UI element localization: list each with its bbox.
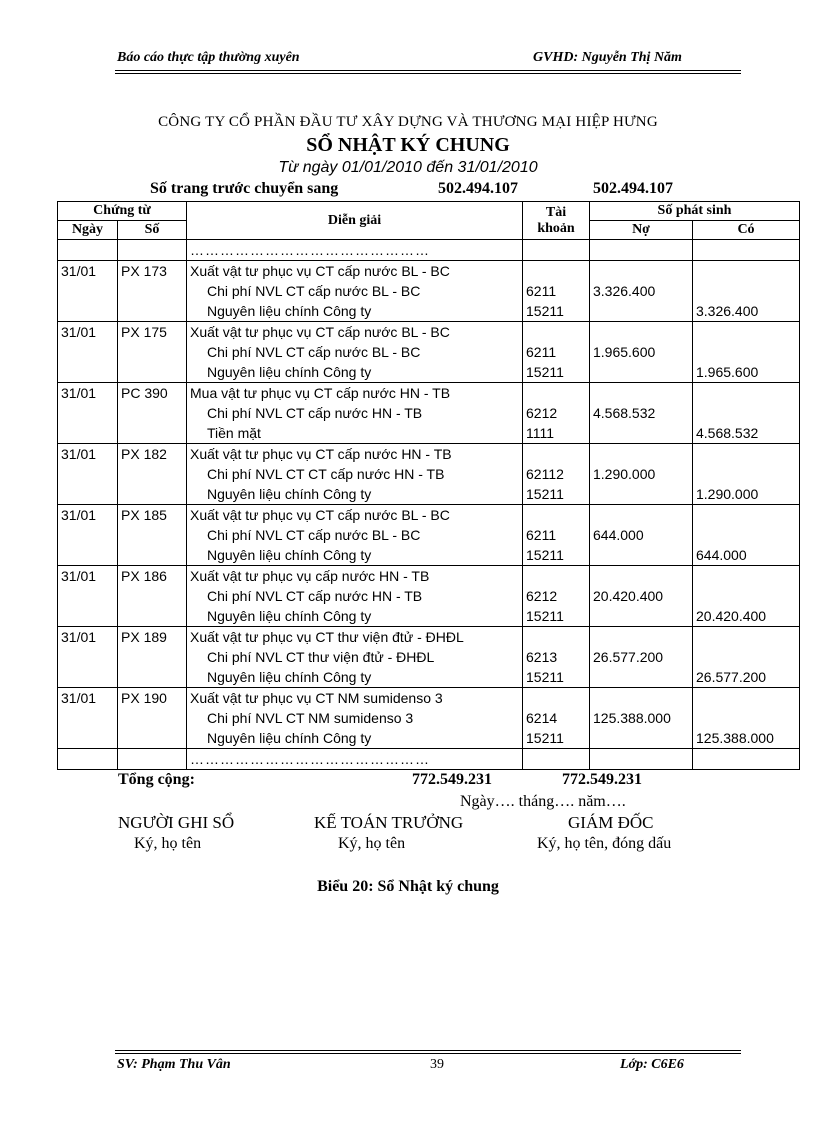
- debit-account: 6211: [523, 281, 590, 301]
- table-cell: [523, 444, 590, 465]
- table-cell: [118, 301, 187, 322]
- entry-description: Xuất vật tư phục vụ CT cấp nước HN - TB: [187, 444, 523, 465]
- table-row-dots: [58, 240, 800, 261]
- table-cell: [590, 688, 693, 709]
- table-cell: [58, 342, 118, 362]
- credit-account: 15211: [523, 728, 590, 749]
- credit-description: Nguyên liệu chính Công ty: [187, 606, 523, 627]
- table-cell: [693, 464, 800, 484]
- header-so: Số: [118, 221, 187, 240]
- table-row: [58, 281, 800, 301]
- table-row: [58, 606, 800, 627]
- table-row: [58, 444, 800, 465]
- table-cell: [58, 484, 118, 505]
- table-cell: [58, 606, 118, 627]
- table-cell: [118, 281, 187, 301]
- table-cell: [523, 261, 590, 282]
- table-cell: [590, 383, 693, 404]
- table-row: [58, 322, 800, 343]
- entry-description: Xuất vật tư phục vụ CT cấp nước BL - BC: [187, 505, 523, 526]
- table-cell: [118, 545, 187, 566]
- table-row: [58, 261, 800, 282]
- table-cell: [58, 423, 118, 444]
- table-cell: [693, 505, 800, 526]
- header-no: Nợ: [590, 221, 693, 240]
- table-cell: [118, 708, 187, 728]
- table-row: [58, 708, 800, 728]
- table-cell: [118, 728, 187, 749]
- table-row: [58, 464, 800, 484]
- table-row: [58, 627, 800, 648]
- table-row: [58, 525, 800, 545]
- entry-doc: PX 175: [118, 322, 187, 343]
- credit-description: Tiền mặt: [187, 423, 523, 444]
- table-cell: [58, 749, 118, 770]
- debit-amount: 1.290.000: [590, 464, 693, 484]
- table-cell: [523, 505, 590, 526]
- table-cell: [693, 688, 800, 709]
- table-row: [58, 423, 800, 444]
- header-ngay: Ngày: [58, 221, 118, 240]
- table-cell: [693, 749, 800, 770]
- footer-class: Lớp: C6E6: [620, 1057, 684, 1072]
- table-cell: [523, 566, 590, 587]
- entry-date: 31/01: [58, 383, 118, 404]
- credit-account: 15211: [523, 667, 590, 688]
- debit-amount: 20.420.400: [590, 586, 693, 606]
- entry-description: Xuất vật tư phục vụ cấp nước HN - TB: [187, 566, 523, 587]
- table-row: [58, 586, 800, 606]
- table-cell: [590, 545, 693, 566]
- company-name: CÔNG TY CỔ PHẦN ĐẦU TƯ XÂY DỰNG VÀ THƯƠNG MẠI HIỆP HƯNG: [158, 114, 658, 130]
- credit-amount: 125.388.000: [693, 728, 800, 749]
- table-row: [58, 688, 800, 709]
- table-cell: [590, 627, 693, 648]
- table-cell: [523, 627, 590, 648]
- credit-account: 1111: [523, 423, 590, 444]
- table-cell: [693, 586, 800, 606]
- credit-account: 15211: [523, 545, 590, 566]
- totals-debit: 772.549.231: [412, 771, 492, 788]
- debit-description: Chi phí NVL CT thư viện đtử - ĐHĐL: [187, 647, 523, 667]
- date-line: Ngày…. tháng…. năm….: [460, 793, 626, 810]
- table-cell: [693, 342, 800, 362]
- credit-amount: 20.420.400: [693, 606, 800, 627]
- table-cell: [58, 667, 118, 688]
- table-cell: [693, 261, 800, 282]
- figure-caption: Biểu 20: Sổ Nhật ký chung: [317, 878, 499, 895]
- table-cell: [693, 708, 800, 728]
- table-cell: [58, 708, 118, 728]
- entry-description: Xuất vật tư phục vụ CT NM sumidenso 3: [187, 688, 523, 709]
- table-row: [58, 728, 800, 749]
- footer-rule: [115, 1050, 741, 1051]
- table-cell: [118, 464, 187, 484]
- table-cell: [590, 667, 693, 688]
- table-cell: [693, 322, 800, 343]
- entry-doc: PX 185: [118, 505, 187, 526]
- debit-amount: 644.000: [590, 525, 693, 545]
- table-cell: [590, 606, 693, 627]
- debit-account: 6211: [523, 342, 590, 362]
- credit-description: Nguyên liệu chính Công ty: [187, 545, 523, 566]
- table-cell: [58, 728, 118, 749]
- entry-date: 31/01: [58, 627, 118, 648]
- entry-date: 31/01: [58, 444, 118, 465]
- table-cell: [590, 728, 693, 749]
- table-cell: [118, 362, 187, 383]
- debit-account: 62112: [523, 464, 590, 484]
- table-cell: [590, 261, 693, 282]
- totals-credit: 772.549.231: [562, 771, 642, 788]
- table-row: [58, 301, 800, 322]
- table-cell: [590, 362, 693, 383]
- debit-description: Chi phí NVL CT cấp nước BL - BC: [187, 342, 523, 362]
- credit-amount: 3.326.400: [693, 301, 800, 322]
- table-cell: [118, 342, 187, 362]
- debit-description: Chi phí NVL CT cấp nước HN - TB: [187, 403, 523, 423]
- table-cell: [118, 484, 187, 505]
- debit-account: 6211: [523, 525, 590, 545]
- debit-description: Chi phí NVL CT cấp nước BL - BC: [187, 525, 523, 545]
- period: Từ ngày 01/01/2010 đến 31/01/2010: [278, 159, 538, 176]
- table-cell: [118, 606, 187, 627]
- debit-description: Chi phí NVL CT cấp nước BL - BC: [187, 281, 523, 301]
- credit-amount: 1.965.600: [693, 362, 800, 383]
- entry-doc: PX 189: [118, 627, 187, 648]
- document-title: SỔ NHẬT KÝ CHUNG: [306, 134, 510, 156]
- debit-amount: 3.326.400: [590, 281, 693, 301]
- table-cell: [590, 505, 693, 526]
- signature-director-title: GIÁM ĐỐC: [568, 813, 654, 832]
- table-cell: [523, 749, 590, 770]
- credit-description: Nguyên liệu chính Công ty: [187, 728, 523, 749]
- table-row: [58, 545, 800, 566]
- entry-date: 31/01: [58, 261, 118, 282]
- entry-doc: PC 390: [118, 383, 187, 404]
- credit-amount: 4.568.532: [693, 423, 800, 444]
- table-cell: [693, 444, 800, 465]
- debit-description: Chi phí NVL CT CT cấp nước HN - TB: [187, 464, 523, 484]
- debit-description: Chi phí NVL CT NM sumidenso 3: [187, 708, 523, 728]
- table-cell: [590, 484, 693, 505]
- table-cell: [58, 586, 118, 606]
- footer-student: SV: Phạm Thu Vân: [117, 1057, 231, 1072]
- credit-amount: 26.577.200: [693, 667, 800, 688]
- table-cell: [118, 423, 187, 444]
- table-cell: [693, 525, 800, 545]
- credit-account: 15211: [523, 484, 590, 505]
- entry-doc: PX 190: [118, 688, 187, 709]
- table-row: [58, 484, 800, 505]
- credit-account: 15211: [523, 606, 590, 627]
- header-chung-tu: Chứng từ: [58, 202, 187, 221]
- debit-amount: 125.388.000: [590, 708, 693, 728]
- credit-amount: 644.000: [693, 545, 800, 566]
- header-report-title: Báo cáo thực tập thường xuyên: [117, 50, 300, 65]
- table-row: [58, 342, 800, 362]
- signature-recorder-title: NGƯỜI GHI SỔ: [118, 813, 235, 832]
- credit-amount: 1.290.000: [693, 484, 800, 505]
- table-cell: [58, 464, 118, 484]
- totals-label: Tổng cộng:: [118, 771, 195, 788]
- credit-description: Nguyên liệu chính Công ty: [187, 667, 523, 688]
- signature-accountant-sub: Ký, họ tên: [338, 835, 406, 852]
- table-cell: [118, 749, 187, 770]
- header-supervisor: GVHD: Nguyễn Thị Năm: [533, 50, 682, 65]
- table-cell: [58, 525, 118, 545]
- carry-forward-label: Số trang trước chuyển sang: [150, 180, 339, 197]
- table-cell: [693, 383, 800, 404]
- entry-doc: PX 182: [118, 444, 187, 465]
- credit-account: 15211: [523, 362, 590, 383]
- debit-account: 6214: [523, 708, 590, 728]
- table-cell: [118, 647, 187, 667]
- table-cell: [693, 627, 800, 648]
- signature-accountant-title: KẾ TOÁN TRƯỞNG: [314, 813, 464, 832]
- table-cell: [590, 566, 693, 587]
- table-cell: [58, 647, 118, 667]
- header-dien-giai: Diễn giải: [187, 202, 523, 240]
- entry-date: 31/01: [58, 566, 118, 587]
- signature-recorder-sub: Ký, họ tên: [134, 835, 202, 852]
- table-cell: [523, 688, 590, 709]
- table-cell: [118, 403, 187, 423]
- table-cell: [58, 362, 118, 383]
- entry-description: Xuất vật tư phục vụ CT thư viện đtử - ĐHĐL: [187, 627, 523, 648]
- header-rule: [115, 73, 741, 74]
- entry-doc: PX 173: [118, 261, 187, 282]
- table-cell: [118, 525, 187, 545]
- table-row-dots: [58, 749, 800, 770]
- credit-description: Nguyên liệu chính Công ty: [187, 362, 523, 383]
- journal-table: [57, 201, 800, 770]
- entry-description: Xuất vật tư phục vụ CT cấp nước BL - BC: [187, 322, 523, 343]
- entry-date: 31/01: [58, 505, 118, 526]
- dots: …………………………………………: [187, 749, 523, 770]
- table-cell: [590, 423, 693, 444]
- header-rule: [115, 70, 741, 71]
- table-cell: [118, 586, 187, 606]
- page-number: 39: [430, 1057, 444, 1072]
- debit-account: 6212: [523, 403, 590, 423]
- debit-description: Chi phí NVL CT cấp nước HN - TB: [187, 586, 523, 606]
- table-cell: [523, 383, 590, 404]
- table-cell: [590, 444, 693, 465]
- table-cell: [523, 322, 590, 343]
- debit-amount: 26.577.200: [590, 647, 693, 667]
- signature-director-sub: Ký, họ tên, đóng dấu: [537, 835, 672, 852]
- dots: …………………………………………: [187, 240, 523, 261]
- credit-description: Nguyên liệu chính Công ty: [187, 484, 523, 505]
- table-cell: [693, 403, 800, 423]
- table-row: [58, 647, 800, 667]
- table-cell: [590, 749, 693, 770]
- debit-amount: 4.568.532: [590, 403, 693, 423]
- entry-description: Xuất vật tư phục vụ CT cấp nước BL - BC: [187, 261, 523, 282]
- credit-account: 15211: [523, 301, 590, 322]
- table-row: [58, 383, 800, 404]
- table-row: [58, 566, 800, 587]
- entry-description: Mua vật tư phục vụ CT cấp nước HN - TB: [187, 383, 523, 404]
- debit-account: 6213: [523, 647, 590, 667]
- table-row: [58, 403, 800, 423]
- credit-description: Nguyên liệu chính Công ty: [187, 301, 523, 322]
- table-cell: [693, 647, 800, 667]
- carry-forward-debit: 502.494.107: [438, 180, 518, 197]
- table-cell: [590, 301, 693, 322]
- debit-account: 6212: [523, 586, 590, 606]
- table-cell: [58, 545, 118, 566]
- entry-date: 31/01: [58, 322, 118, 343]
- entry-doc: PX 186: [118, 566, 187, 587]
- header-co: Có: [693, 221, 800, 240]
- table-cell: [693, 281, 800, 301]
- table-row: [58, 667, 800, 688]
- debit-amount: 1.965.600: [590, 342, 693, 362]
- table-cell: [590, 322, 693, 343]
- footer-rule: [115, 1053, 741, 1054]
- header-so-phat-sinh: Số phát sinh: [590, 202, 800, 221]
- table-cell: [58, 281, 118, 301]
- table-row: [58, 362, 800, 383]
- table-row: [58, 505, 800, 526]
- table-cell: [693, 566, 800, 587]
- entry-date: 31/01: [58, 688, 118, 709]
- header-tai-khoan: Tài khoản: [523, 202, 590, 240]
- table-cell: [58, 301, 118, 322]
- carry-forward-credit: 502.494.107: [593, 180, 673, 197]
- table-cell: [58, 403, 118, 423]
- table-cell: [118, 667, 187, 688]
